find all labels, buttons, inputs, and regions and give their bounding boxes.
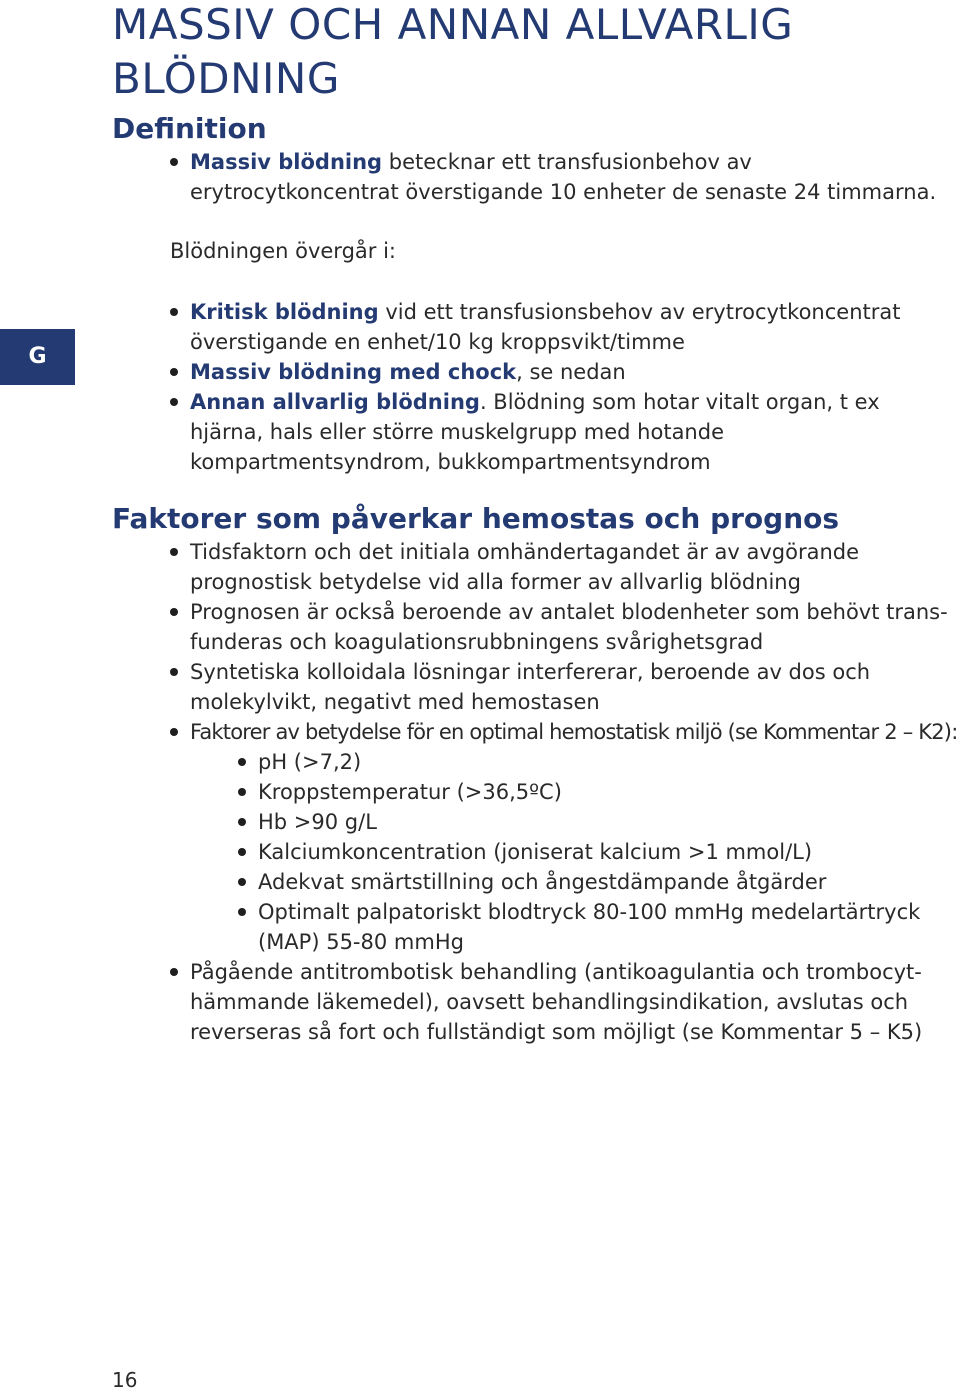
sublist-item (236, 807, 958, 837)
term-description: , se nedan (516, 360, 626, 384)
hemostatic-environment-sublist (190, 747, 958, 957)
sublist-item (236, 777, 958, 807)
term-description: . Blödning som hotar vitalt organ, t ex hjärna, hals eller större muskelgrupp med hotande kompartmentsyndrom, bukkompartmentsyndrom (190, 390, 880, 474)
factor-text: Prognosen är också beroende av antalet blodenheter som behövt transfunderas och koagulationsrubbningens svårighetsgrad (190, 600, 948, 654)
sublist-text: pH (>7,2) (258, 750, 362, 774)
definition-list (168, 147, 958, 207)
term-description: betecknar ett transfusionbehov av erytrocytkoncentrat överstigande 10 enheter de senaste 24 timmarna. (190, 150, 937, 204)
term-massiv-blodning-med-chock: Massiv blödning med chock (190, 360, 517, 384)
sublist-item (236, 837, 958, 867)
list-item (168, 537, 958, 597)
list-item (168, 387, 958, 477)
sublist-text: Adekvat smärtstillning och ångestdämpande åtgärder (258, 870, 827, 894)
term-massiv-blodning: Massiv blödning (190, 150, 383, 174)
list-item (168, 717, 958, 957)
page-title: MASSIV OCH ANNAN ALLVARLIG BLÖDNING (112, 0, 794, 103)
sublist-text: Hb >90 g/L (258, 810, 377, 834)
factors-heading: Faktorer som påverkar hemostas och prognos (112, 502, 840, 535)
sublist-item (236, 867, 958, 897)
bleeding-types-list (168, 297, 958, 477)
factor-text: Tidsfaktorn och det initiala omhändertagandet är av avgörande prognostisk betydelse vid alla former av allvarlig blödning (190, 540, 860, 594)
term-kritisk-blodning: Kritisk blödning (190, 300, 379, 324)
sublist-text: Kalciumkoncentration (joniserat kalcium >1 mmol/L) (258, 840, 813, 864)
list-item (168, 957, 958, 1047)
list-item (168, 357, 958, 387)
sublist-text: Optimalt palpatoriskt blodtryck 80-100 mmHg medelartärtryck (MAP) 55-80 mmHg (258, 900, 921, 954)
term-description: vid ett transfusionsbehov av erytrocytkoncentrat överstigande en enhet/10 kg kroppsvikt/timme (190, 300, 901, 354)
list-item (168, 297, 958, 357)
section-tab-marker: G (0, 329, 75, 385)
definition-heading: Definition (112, 112, 267, 145)
list-item (168, 147, 958, 207)
term-annan-allvarlig-blodning: Annan allvarlig blödning (190, 390, 480, 414)
sublist-text: Kroppstemperatur (>36,5ºC) (258, 780, 562, 804)
list-item (168, 597, 958, 657)
page-number: 16 (112, 1368, 138, 1392)
factor-text: Syntetiska kolloidala lösningar interfererar, beroende av dos och molekylvikt, negativt med hemostasen (190, 660, 871, 714)
factor-text: Faktorer av betydelse för en optimal hemostatisk miljö (se Kommentar 2 – K2): (190, 720, 958, 744)
transition-text: Blödningen övergår i: (170, 239, 396, 263)
list-item (168, 657, 958, 717)
sublist-item (236, 897, 958, 957)
factor-text: Pågående antitrombotisk behandling (antikoagulantia och trombocythämmande läkemedel), oavsett behandlingsindikation, avslutas och reverseras så fort och fullständigt som möjligt (se Kommentar 5 – K5) (190, 960, 923, 1044)
sublist-item (236, 747, 958, 777)
factors-list (168, 537, 958, 1047)
